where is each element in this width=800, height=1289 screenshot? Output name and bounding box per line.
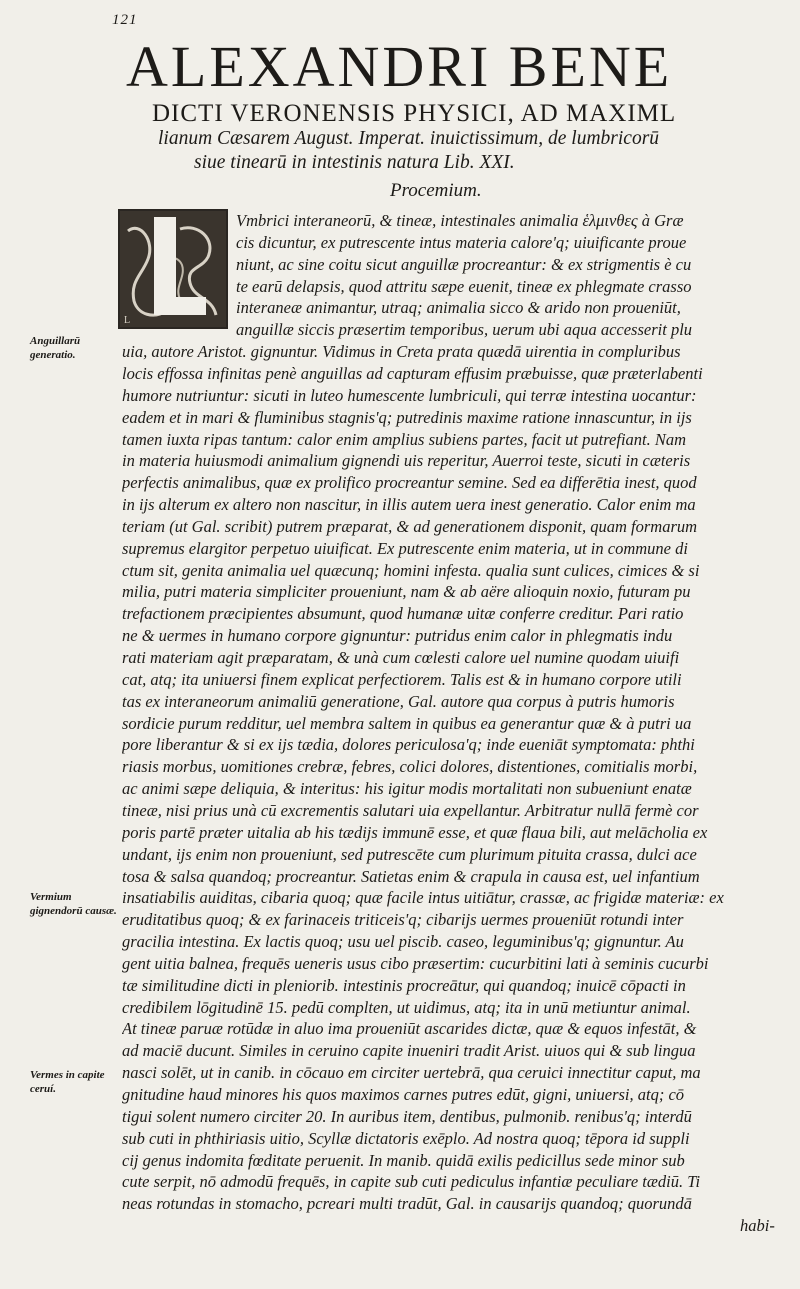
title-line-4: siue tinearū in intestinis natura Lib. XXI. <box>194 152 515 173</box>
text-line: ad maciē ducunt. Similes in ceruino capite inueniri tradit Arist. uiuos qui & sub lingua <box>122 1041 696 1061</box>
text-line: milia, putri materia simpliciter proueniunt, nam & ab aëre alioquin noxio, futuram pu <box>122 582 691 602</box>
text-line: teriam (ut Gal. scribit) putrem præparat, & ad generationem disponit, quam formarum <box>122 516 698 536</box>
text-line: tas ex interaneorum animaliū generatione, Gal. autore qua corpus à putris humoris <box>122 691 675 711</box>
text-line: ac animi sæpe deliquia, & interitus: his igitur modis mortalitati non subueniunt enatæ <box>122 779 692 799</box>
text-line: cis dicuntur, ex putrescente intus materia calore'q; uiuificante proue <box>236 232 687 252</box>
text-line: eruditatibus quoq; & ex farinaceis triticeis'q; cibarijs uermes proueniūt rotundi inter <box>122 910 684 930</box>
text-line: poris partē præter uitalia ab his tædijs immunē esse, et quæ flaua bili, aut melācholia ex <box>122 822 708 842</box>
text-line: ne & uermes in humano corpore gignuntur: putridus enim calor in phlegmatis indu <box>122 626 673 646</box>
text-line: Vmbrici interaneorū, & tineæ, intestinales animalia ἑλμινθες à Græ <box>236 211 684 230</box>
decorated-initial-letter <box>118 209 228 329</box>
text-line: cij genus indomita fœditate peruenit. In manib. quidā exilis pedicillus sede minor sub <box>122 1150 685 1170</box>
text-line: anguillæ siccis præsertim temporibus, uerum ubi aqua accesserit plu <box>236 320 693 340</box>
text-line: tamen iuxta ripas tantum: calor enim amplius subiens partes, facit ut putrefiant. Nam <box>122 429 687 449</box>
text-line: riasis morbus, uomitiones crebræ, febres, colici dolores, distentiones, comitialis morbi, <box>122 757 698 777</box>
text-line: trefactionem præcipientes absumunt, quod humanæ uitæ conferre creditur. Pari ratio <box>122 604 684 624</box>
text-line: uia, autore Aristot. gignuntur. Vidimus in Creta prata quædā uirentia in compluribus <box>122 342 681 362</box>
text-line: undant, ijs enim non proueniunt, sed putrescēte cum plurimum pituita crassa, dulci ace <box>122 844 697 864</box>
text-line: gnitudine haud minores his quos maximos carnes putres edūt, gigni, uniuersi, atq; cō <box>122 1085 685 1104</box>
text-line: pore liberantur & si ex ijs tædia, dolores periculosa'q; inde eueniāt symptomata: phthi <box>122 735 695 755</box>
page-number: 121 <box>112 12 138 28</box>
text-line: tosa & salsa quandoq; procreantur. Satietas enim & crapula in causa est, uel infantium <box>122 866 700 886</box>
text-line: neas rotundas in stomacho, pcreari multi tradūt, Gal. in causarijs quandoq; quorundā <box>122 1194 692 1214</box>
text-line: nasci solēt, ut in canib. in cōcauo em circiter uertebrā, qua ceruici innectitur caput, ma <box>122 1063 701 1083</box>
text-line: locis effossa infinitas penè anguillas ad capturam effusim præbuisse, quæ præterlabenti <box>122 363 703 383</box>
title-line-3: lianum Cæsarem August. Imperat. inuictissimum, de lumbricorū <box>158 128 660 149</box>
text-line: te earū delapsis, quod attritu sæpe euenit, tineæ ex phlegmate crasso <box>236 276 692 296</box>
margin-note: Anguillarū generatio. <box>30 335 81 361</box>
text-line: sordicie purum redditur, uel membra saltem in quibus ea generantur quæ & à putri ua <box>122 713 692 733</box>
text-line: gent uitia balnea, frequēs ueneris usus cibo præsertim: cucurbitini lati à seminis cucurbi <box>122 953 709 973</box>
woodcut-initial-icon <box>120 211 226 327</box>
text-line: supremus elargitor perpetuo uiuificat. Ex putrescente enim materia, ut in commune di <box>122 538 688 558</box>
text-line: cat, atq; ita uniuersi finem explicat perfectiorem. Talis est & in humano corpore utili <box>122 669 682 689</box>
text-line: tæ similitudine dicti in pleniorib. intestinis procreātur, qui quandoq; inuicē cōpacti in <box>122 975 686 995</box>
text-line: cute serpit, nō admodū frequēs, in capite sub cuti pediculus infantiæ peculiare tædiū. Ti <box>122 1172 701 1192</box>
text-line: interaneæ animantur, utraq; animalia sicco & arido non proueniūt, <box>236 298 681 318</box>
margin-note: Vermium gignendorū causæ. <box>30 891 117 917</box>
text-line: rati materiam agit præparatam, & unà cum cœlesti calore uel numine quodam uiuifi <box>122 648 680 667</box>
text-line: credibilem lōgitudinē 15. pedū complten, ut uidimus, atq; ita in unū metiuntur animal. <box>122 997 691 1017</box>
text-line: in materia huiusmodi animalium gignendi uis reperitur, Auerroi teste, sicuti in cæteris <box>122 451 691 471</box>
text-line: in ijs alterum ex altero non nascitur, in illis autem uera inest generatio. Calor enim ma <box>122 495 696 515</box>
text-line: At tineæ paruæ rotūdæ in aluo ima proueniūt ascarides dictæ, quæ & equos infestāt, & <box>122 1019 697 1039</box>
title-main: ALEXANDRI BENE <box>126 34 673 99</box>
text-line: tineæ, nisi prius unà cū excrementis salutari uia expellantur. Arbitratur nullā fermè cor <box>122 800 699 820</box>
margin-note: Vermes in capite ceruí. <box>30 1069 105 1095</box>
text-line: insatiabilis auiditas, cibaria quoq; quæ facile intus uitiātur, crassæ, ac frigidæ materiæ: ex <box>122 888 724 908</box>
text-line: sub cuti in phthiriasis uitio, Scyllæ dictatoris exēplo. Ad nostra quoq; tēpora id suppli <box>122 1128 690 1148</box>
text-line: niunt, ac sine coitu sicut anguillæ procreantur: & ex strigmentis è cu <box>236 254 692 274</box>
text-line: gracilia intestina. Ex lactis quoq; usu uel piscib. caseo, leguminibus'q; gignuntur. Au <box>122 932 684 952</box>
text-line: ctum sit, genita animalia uel quæcunq; homini infesta. qualia sunt culices, cimices & si <box>122 560 700 580</box>
text-line: eadem et in mari & fluminibus stagnis'q; putredinis maxime ratione innascuntur, in ijs <box>122 407 692 427</box>
svg-text:L: L <box>124 315 131 326</box>
section-heading: Procemium. <box>390 180 482 201</box>
text-line: perfectis animalibus, quæ ex prolifico procreantur semine. Sed ea differētia inest, quod <box>122 473 697 493</box>
text-line: tigui solent numero circiter 20. In auribus item, dentibus, pulmonib. renibus'q; interdū <box>122 1106 692 1126</box>
text-line: humore nutriuntur: sicuti in luteo humescente lumbriculi, qui terræ intestina uocantur: <box>122 385 697 405</box>
text-line: habi- <box>740 1216 775 1236</box>
title-line-2: DICTI VERONENSIS PHYSICI, AD MAXIML <box>152 100 677 127</box>
